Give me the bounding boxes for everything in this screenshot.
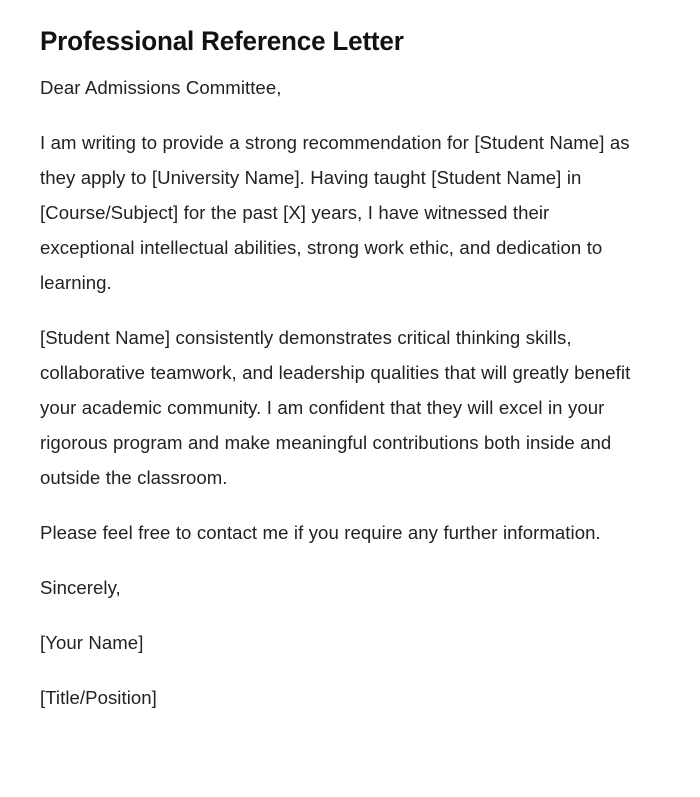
body-paragraph-1: I am writing to provide a strong recommendation for [Student Name] as they apply to [University Name]. Having taught [Student Name] in [Course/Subject] for the past [X] years, I have witnessed their exceptional intellectual abilities, strong work ethic, and dedication to learning. <box>40 132 630 293</box>
sign-off: Sincerely, <box>40 577 121 598</box>
body-paragraph-2: [Student Name] consistently demonstrates critical thinking skills, collaborative teamwork, and leadership qualities that will greatly benefit your academic community. I am confident that they will excel in your rigorous program and make meaningful contributions both inside and outside the classroom. <box>40 327 631 488</box>
closing-offer: Please feel free to contact me if you require any further information. <box>40 522 601 543</box>
salutation: Dear Admissions Committee, <box>40 77 282 98</box>
page-title: Professional Reference Letter <box>40 26 404 56</box>
signature-title: [Title/Position] <box>40 687 157 708</box>
letter-body <box>40 70 640 715</box>
signature-name: [Your Name] <box>40 632 144 653</box>
